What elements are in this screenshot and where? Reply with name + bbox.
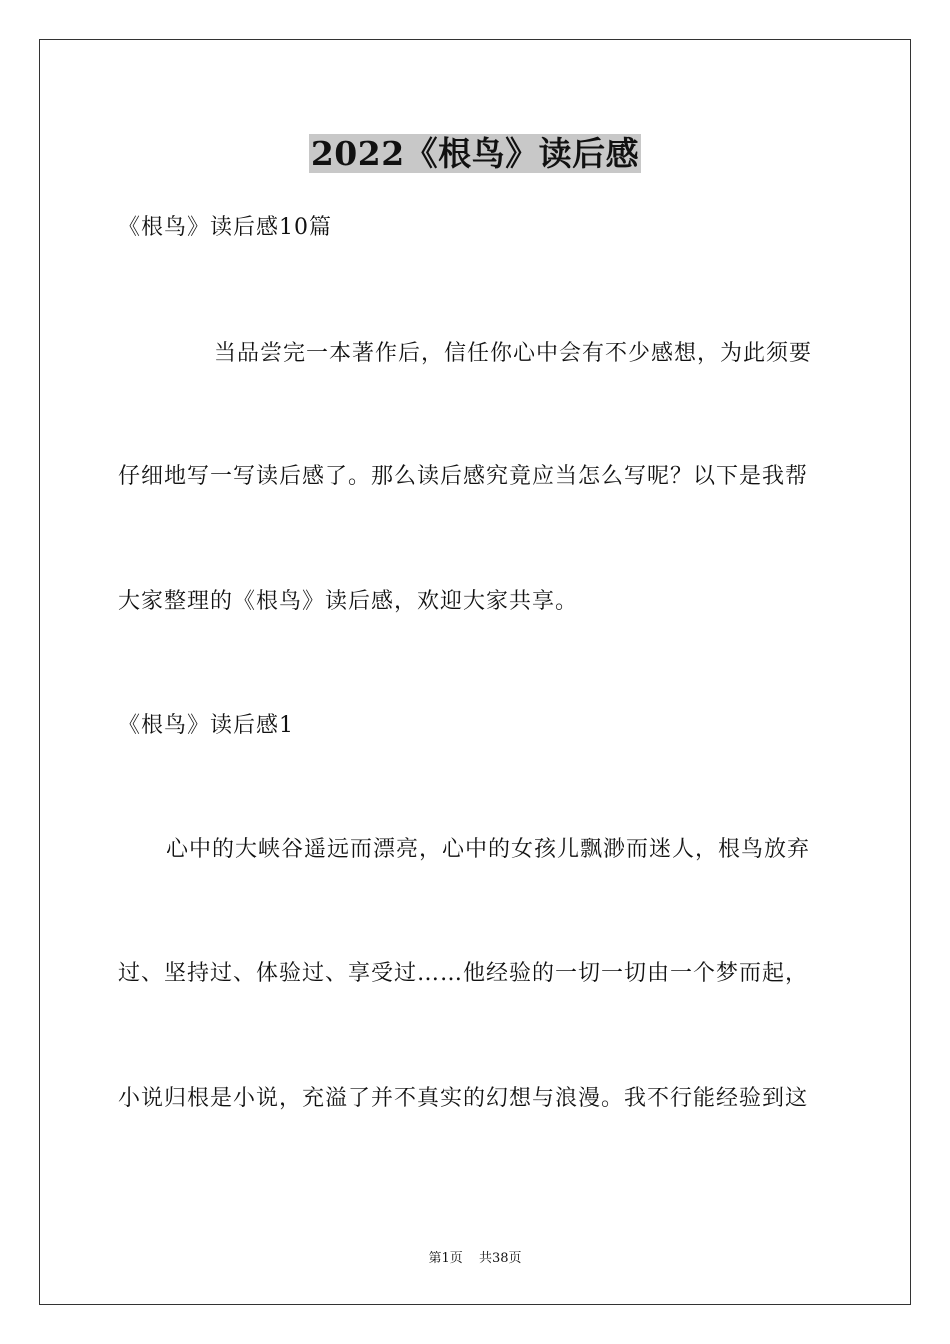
subtitle-line: 《根鸟》读后感10篇	[118, 215, 332, 240]
page-footer	[0, 1247, 950, 1266]
section-heading: 《根鸟》读后感1	[118, 713, 294, 738]
paragraph-line: 心中的大峡谷遥远而漂亮，心中的女孩儿飘渺而迷人，根鸟放弃	[166, 837, 811, 862]
paragraph-line: 过、坚持过、体验过、享受过……他经验的一切一切由一个梦而起，	[118, 961, 809, 986]
paragraph-line: 仔细地写一写读后感了。那么读后感究竟应当怎么写呢？以下是我帮	[118, 464, 809, 489]
paragraph-line: 大家整理的《根鸟》读后感，欢迎大家共享。	[118, 589, 579, 614]
document-title-row	[0, 128, 950, 175]
document-title: 2022《根鸟》读后感	[310, 134, 640, 173]
paragraph-line: 小说归根是小说，充溢了并不真实的幻想与浪漫。我不行能经验到这	[118, 1086, 809, 1111]
page-total: 共38页	[478, 1251, 522, 1266]
paragraph-line: 当品尝完一本著作后，信任你心中会有不少感想，为此须要	[214, 341, 813, 366]
page-number: 第1页	[428, 1251, 463, 1266]
